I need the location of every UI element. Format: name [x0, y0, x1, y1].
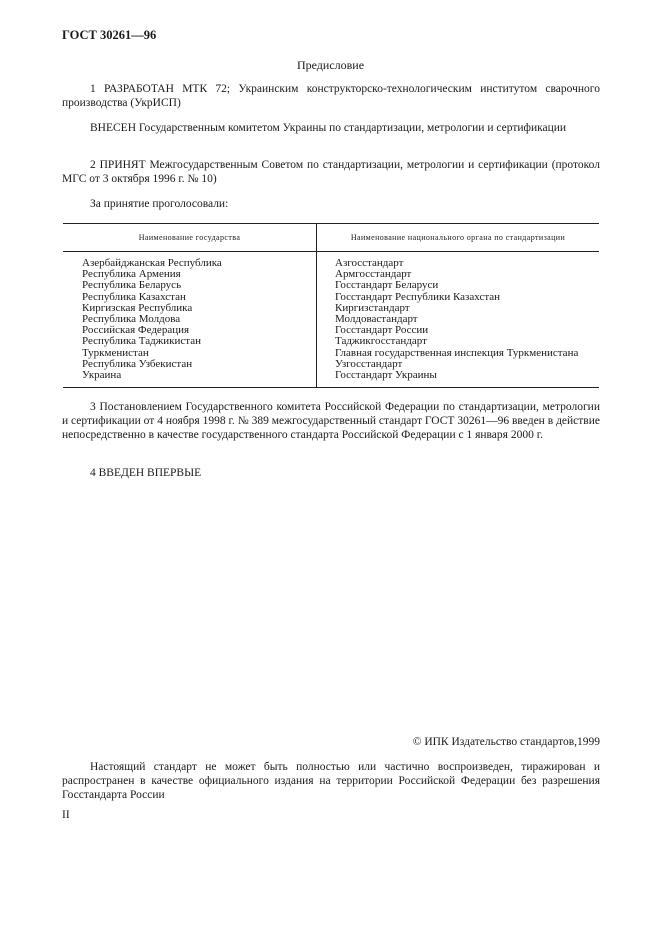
table-cell: Киргизская Республика	[82, 301, 193, 314]
table-cell: Республика Казахстан	[82, 290, 186, 303]
table-cell: Киргизстандарт	[335, 301, 410, 314]
reproduction-notice: Настоящий стандарт не может быть полностью или частично воспроизведен, тиражирован и распространен в качестве официального издания на территории Российской Федерации без разрешения Госстандарта России	[62, 761, 600, 801]
table-cell: Госстандарт Украины	[335, 369, 437, 382]
table-cell: Украина	[82, 369, 122, 382]
paragraph-decree: 3 Постановлением Государственного комитета Российской Федерации по стандартизации, метрологии и сертификации от 4 ноября 1998 г. № 389 межгосударственный стандарт ГОСТ 30261—96 введен в действие непосредственно в качестве государственного стандарта Российской Федерации с 1 января 2000 г.	[62, 401, 600, 441]
table-header-divider	[63, 251, 599, 252]
table-header-state: Наименование государства	[138, 233, 241, 242]
voting-table	[63, 223, 599, 388]
section-title: Предисловие	[296, 58, 365, 72]
table-cell: Госстандарт Беларуси	[335, 279, 439, 292]
table-cell: Республика Узбекистан	[82, 357, 193, 370]
page-number: II	[62, 809, 70, 821]
table-cell: Узгосстандарт	[335, 357, 403, 370]
document-code: ГОСТ 30261—96	[62, 28, 157, 42]
table-cell: Армгосстандарт	[335, 268, 412, 281]
paragraph-voted: За принятие проголосовали:	[90, 198, 229, 210]
table-cell: Туркменистан	[82, 346, 149, 359]
table-cell: Республика Таджикистан	[82, 335, 201, 348]
paragraph-adopted: 2 ПРИНЯТ Межгосударственным Советом по стандартизации, метрологии и сертификации (протокол МГС от 3 октября 1996 г. № 10)	[62, 159, 600, 185]
bodies-column	[335, 258, 578, 381]
table-cell: Таджикгосстандарт	[335, 335, 427, 348]
table-cell: Азербайджанская Республика	[82, 257, 222, 269]
table-cell: Госстандарт России	[335, 324, 429, 337]
table-cell: Азгосстандарт	[335, 257, 404, 269]
paragraph-introduced: ВНЕСЕН Государственным комитетом Украины по стандартизации, метрологии и сертификации	[90, 122, 567, 134]
table-cell: Республика Молдова	[82, 313, 181, 326]
table-cell: Российская Федерация	[82, 324, 190, 337]
table-cell: Госстандарт Республики Казахстан	[335, 290, 501, 303]
table-cell: Главная государственная инспекция Туркменистана	[335, 346, 579, 359]
copyright-line: © ИПК Издательство стандартов,1999	[412, 736, 600, 748]
table-header-body: Наименование национального органа по стандартизации	[350, 233, 566, 242]
states-column	[82, 258, 222, 381]
table-column-divider	[316, 224, 317, 387]
table-cell: Республика Беларусь	[82, 279, 182, 292]
table-cell: Республика Армения	[82, 268, 181, 281]
table-cell: Молдовастандарт	[335, 313, 418, 326]
paragraph-first-introduced: 4 ВВЕДЕН ВПЕРВЫЕ	[90, 467, 202, 479]
paragraph-developed: 1 РАЗРАБОТАН МТК 72; Украинским конструкторско-технологическим институтом сварочного производства (УкрИСП)	[62, 83, 600, 109]
